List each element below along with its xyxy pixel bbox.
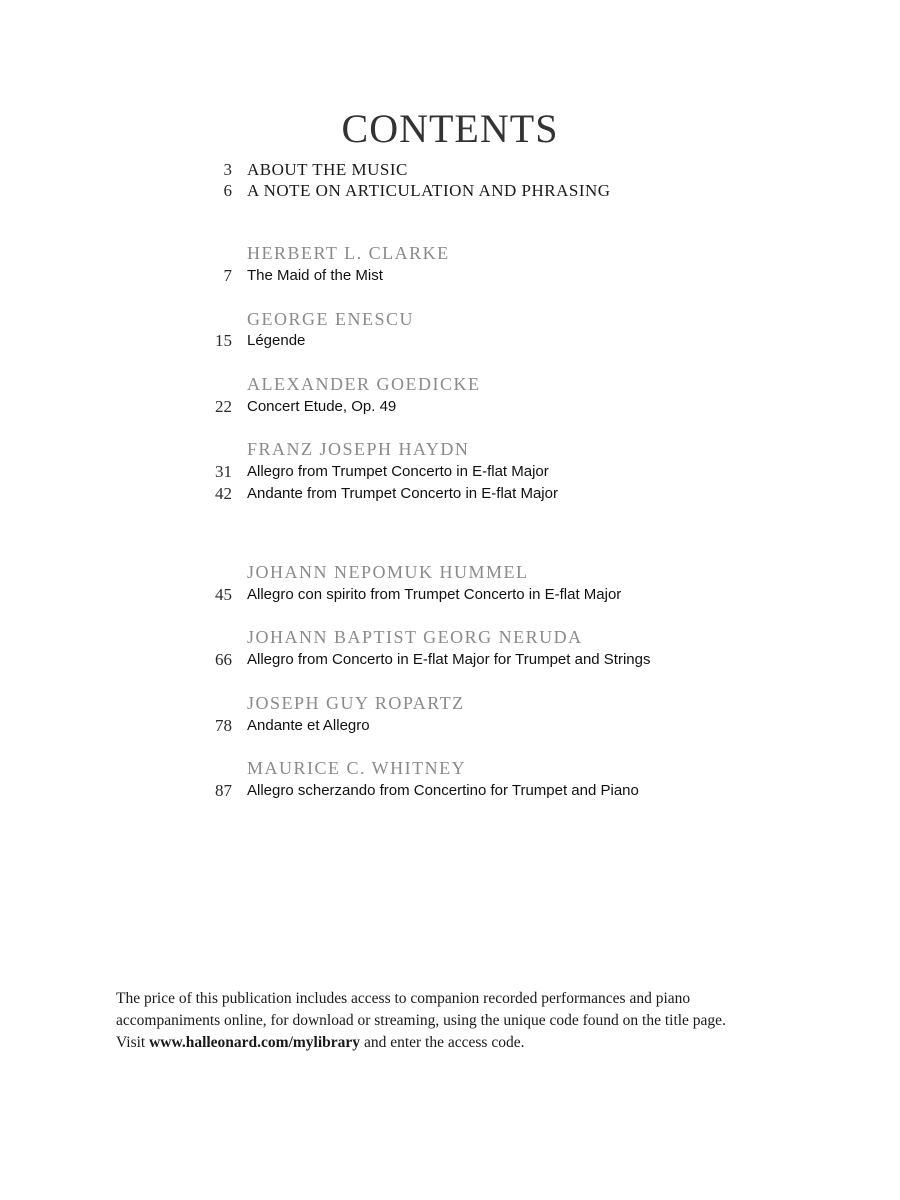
access-code-note [116,988,816,1054]
work-title: Allegro from Concerto in E-flat Major for Trumpet and Strings [247,651,651,668]
work-title: Légende [247,332,306,349]
composer-heading-clarke: HERBERT L. CLARKE [247,243,450,263]
composer-heading-neruda: JOHANN BAPTIST GEORG NERUDA [247,627,583,647]
work-title: Allegro con spirito from Trumpet Concerto in E-flat Major [247,586,622,603]
note-line [116,1032,816,1054]
composer-heading-ropartz: JOSEPH GUY ROPARTZ [247,693,465,713]
work-title: The Maid of the Mist [247,267,383,284]
composer-heading-haydn: FRANZ JOSEPH HAYDN [247,439,470,459]
mylibrary-link[interactable]: www.halleonard.com/mylibrary [149,1034,361,1051]
page-number: 66 [215,650,232,669]
composer-heading-enescu: GEORGE ENESCU [247,309,414,329]
entry-title: A NOTE ON ARTICULATION AND PHRASING [247,181,611,200]
note-line: accompaniments online, for download or streaming, using the unique code found on the title page. [116,1012,726,1029]
composer-heading-hummel: JOHANN NEPOMUK HUMMEL [247,562,529,582]
page-number: 31 [215,462,232,481]
work-title: Concert Etude, Op. 49 [247,398,397,415]
page-number: 78 [215,716,232,735]
page-number: 7 [223,266,232,285]
note-line: The price of this publication includes access to companion recorded performances and piano [116,990,691,1007]
page-number: 15 [215,331,232,350]
composer-heading-whitney: MAURICE C. WHITNEY [247,758,467,778]
page-title: CONTENTS [341,105,559,151]
work-title: Allegro from Trumpet Concerto in E-flat Major [247,463,549,480]
entry-title: ABOUT THE MUSIC [247,160,408,179]
page-number: 87 [215,781,232,800]
page-number: 22 [215,397,232,416]
page-number: 42 [215,484,232,503]
work-title: Allegro scherzando from Concertino for Trumpet and Piano [247,782,639,799]
page-number: 3 [223,160,232,179]
note-text: Visit [116,1034,150,1051]
work-title: Andante et Allegro [247,717,370,734]
page-number: 6 [223,181,232,200]
work-title: Andante from Trumpet Concerto in E-flat Major [247,485,558,502]
page-number: 45 [215,585,232,604]
note-text: and enter the access code. [360,1034,525,1051]
composer-heading-goedicke: ALEXANDER GOEDICKE [247,374,481,394]
